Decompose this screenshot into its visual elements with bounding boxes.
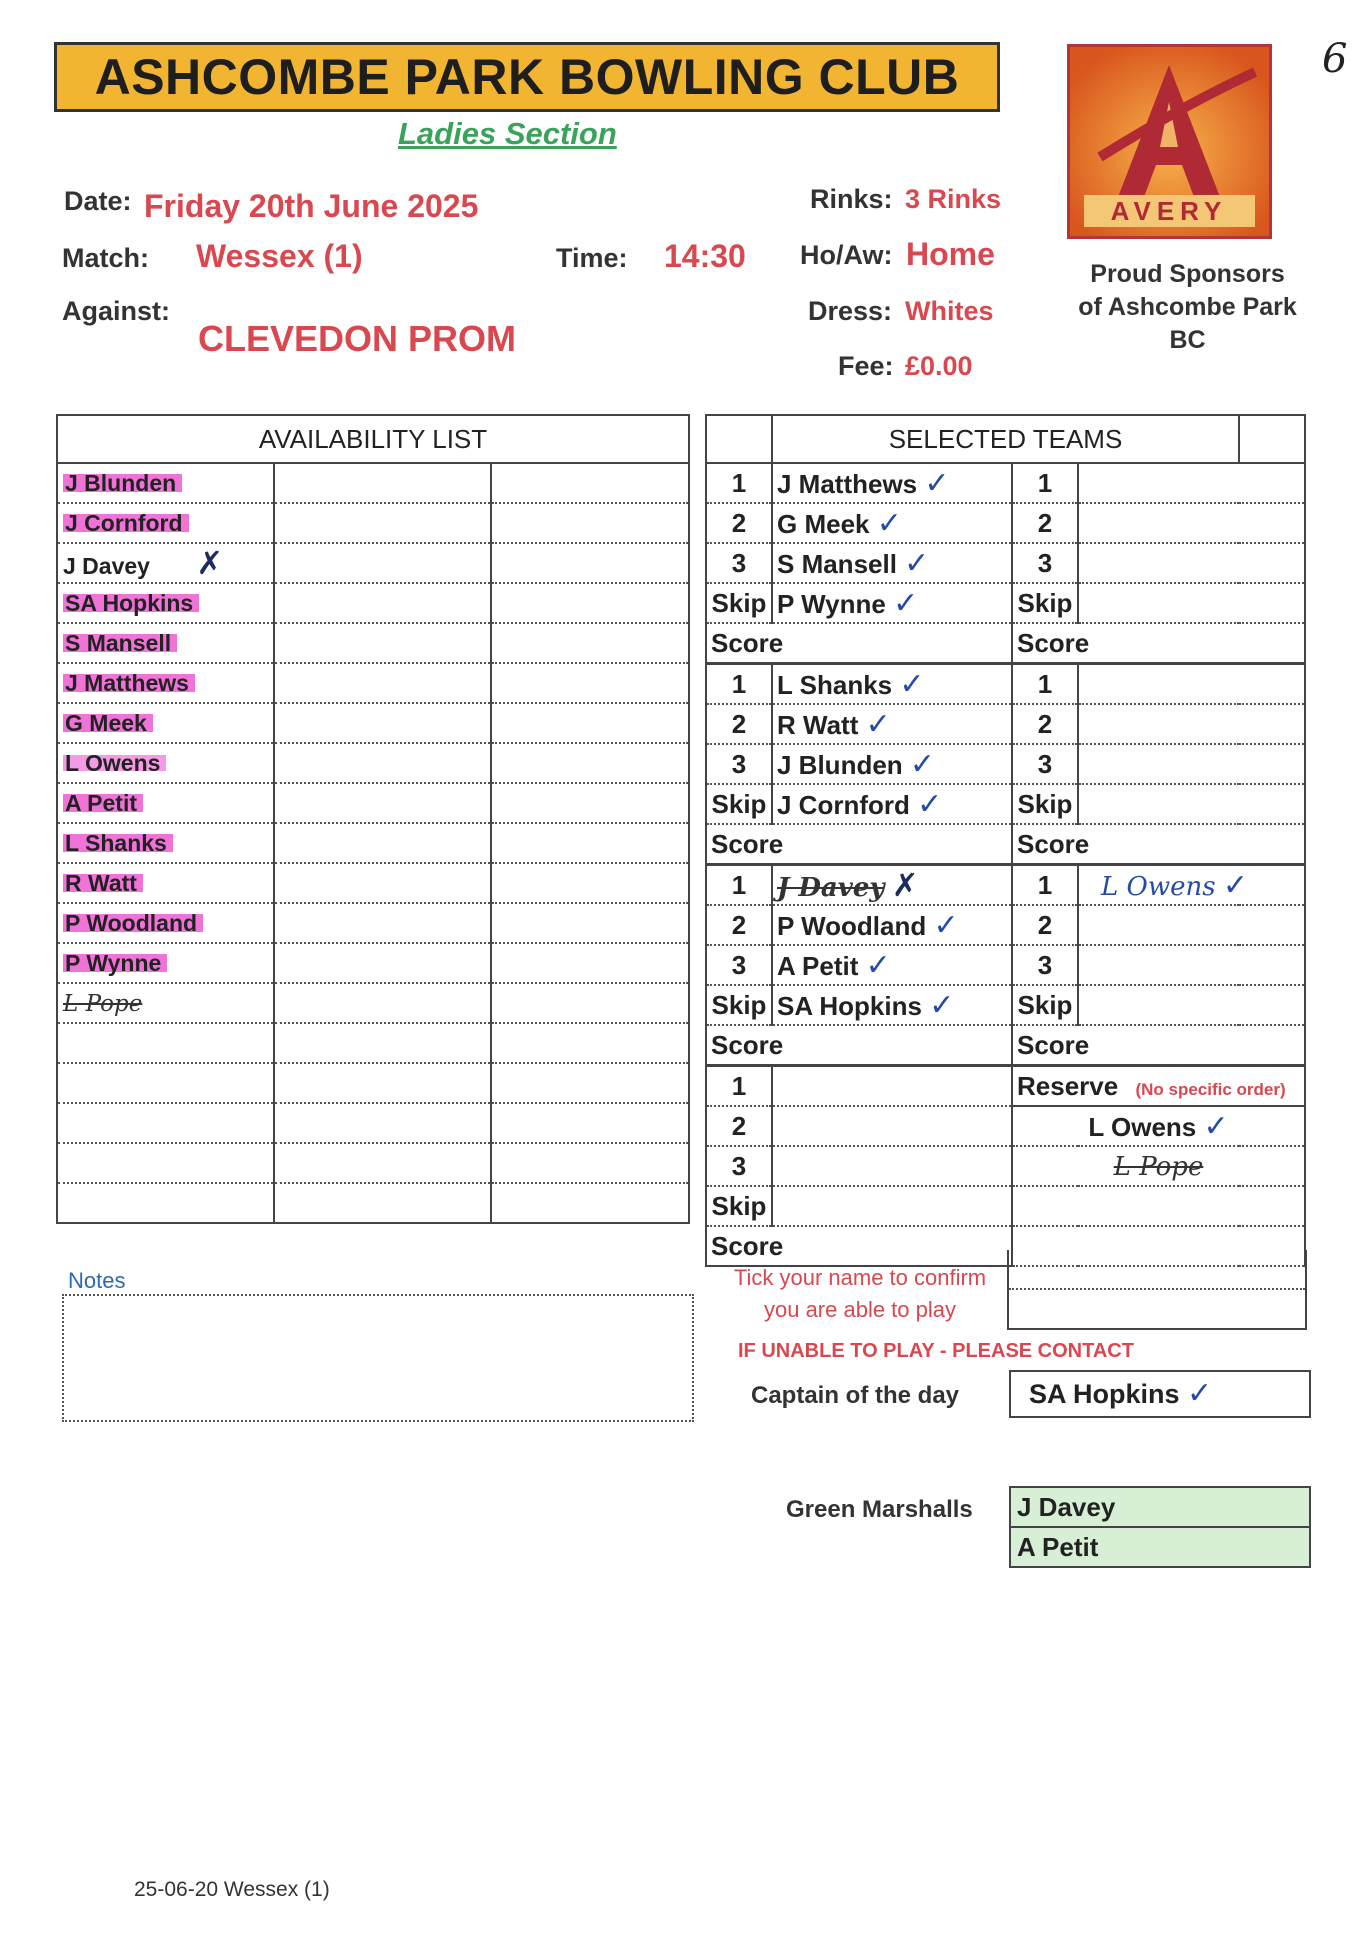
player-name: J Cornford	[777, 789, 910, 820]
player-name: G Meek	[777, 508, 870, 539]
hoaw-value: Home	[906, 236, 995, 272]
dress-value: Whites	[905, 296, 994, 326]
notes-label: Notes	[68, 1268, 126, 1293]
against-value: CLEVEDON PROM	[198, 318, 517, 359]
table-row: 2 L Owens ✓	[706, 1106, 1305, 1146]
reserve-label: Reserve	[1017, 1070, 1119, 1101]
tick-icon: ✓	[899, 666, 925, 702]
cross-mark-icon: ✗	[891, 866, 919, 904]
sponsor-line-3: BC	[1169, 326, 1206, 354]
table-row: 3 S Mansell ✓ 3	[706, 543, 1305, 583]
avail-name: G Meek	[63, 710, 153, 736]
table-row: Skip	[706, 1186, 1305, 1226]
player-name: J Matthews	[777, 468, 918, 499]
player-name: L Shanks	[777, 669, 893, 700]
table-row	[57, 743, 689, 783]
tick-icon: ✓	[876, 505, 902, 541]
table-row: 1 Reserve (No specific order)	[706, 1066, 1305, 1107]
substitute-name: L Owens	[1101, 871, 1216, 902]
cross-mark-icon: ✗	[196, 544, 224, 582]
logo-text: AVERY	[1110, 196, 1228, 226]
table-row: Score	[706, 1226, 1305, 1266]
table-row	[57, 903, 689, 943]
marshall-name: A Petit	[1011, 1526, 1309, 1566]
table-row: 3 A Petit ✓ 3	[706, 945, 1305, 985]
table-row: Score Score	[706, 623, 1305, 664]
player-name: P Woodland	[777, 910, 927, 941]
dress-label: Dress:	[808, 296, 893, 326]
table-row: 3 J Blunden ✓ 3	[706, 744, 1305, 784]
sponsor-line-2: of Ashcombe Park	[1078, 293, 1297, 321]
match-value: Wessex (1)	[196, 238, 363, 274]
tick-instruction-line-1: Tick your name to confirm	[733, 1265, 987, 1290]
selected-teams-header: SELECTED TEAMS	[772, 415, 1239, 463]
marshall-name: J Davey	[1011, 1488, 1309, 1526]
table-row: 2 R Watt ✓ 2	[706, 704, 1305, 744]
table-row: 2 P Woodland ✓ 2	[706, 905, 1305, 945]
date-value: Friday 20th June 2025	[144, 188, 479, 224]
reserve-note: (No specific order)	[1135, 1079, 1286, 1099]
avail-name: J Cornford	[63, 510, 189, 536]
table-row: Skip P Wynne ✓ Skip	[706, 583, 1305, 623]
tick-icon: ✓	[1222, 867, 1248, 903]
table-row	[57, 863, 689, 903]
table-row	[57, 1183, 689, 1223]
captain-name: SA Hopkins	[1029, 1379, 1180, 1409]
avail-name: P Woodland	[63, 910, 203, 936]
reserve-extension	[1007, 1250, 1307, 1330]
player-name: A Petit	[777, 950, 859, 981]
table-row	[57, 663, 689, 703]
availability-table	[56, 414, 690, 1224]
availability-header: AVAILABILITY LIST	[57, 415, 689, 463]
table-row	[57, 1023, 689, 1063]
sponsor-line-1: Proud Sponsors	[1090, 260, 1285, 288]
table-row	[57, 543, 689, 583]
tick-icon: ✓	[917, 786, 943, 822]
player-name: P Wynne	[777, 588, 886, 619]
table-row: 3 L Pope	[706, 1146, 1305, 1186]
table-row	[57, 983, 689, 1023]
captain-box	[1009, 1370, 1311, 1418]
table-row: 1 L Shanks ✓ 1	[706, 664, 1305, 705]
table-row: 2 G Meek ✓ 2	[706, 503, 1305, 543]
table-row	[57, 1063, 689, 1103]
green-marshalls-box	[1009, 1486, 1311, 1568]
avery-logo-mark	[1070, 47, 1269, 236]
player-name: SA Hopkins	[777, 990, 922, 1021]
avail-name: R Watt	[63, 870, 143, 896]
tick-icon: ✓	[909, 746, 936, 782]
tick-icon: ✓	[924, 465, 950, 501]
avery-logo	[1067, 44, 1272, 239]
table-row	[57, 623, 689, 663]
table-row	[57, 463, 689, 503]
table-row	[57, 1143, 689, 1183]
player-name: J Blunden	[777, 749, 903, 780]
captain-label: Captain of the day	[751, 1382, 960, 1409]
table-row	[57, 503, 689, 543]
table-row: Score Score	[706, 1025, 1305, 1066]
table-row: Score Score	[706, 824, 1305, 865]
match-label: Match:	[62, 243, 149, 273]
avail-name-struck: L Pope	[63, 990, 143, 1017]
tick-icon: ✓	[865, 947, 891, 983]
date-label: Date:	[64, 186, 132, 216]
hoaw-label: Ho/Aw:	[800, 240, 893, 270]
table-row: Skip J Cornford ✓ Skip	[706, 784, 1305, 824]
avail-name: A Petit	[63, 790, 143, 816]
tick-icon: ✓	[865, 706, 891, 742]
against-label: Against:	[62, 296, 170, 326]
avail-name: J Davey	[63, 553, 150, 579]
tick-icon: ✓	[893, 585, 919, 621]
selected-teams-table	[705, 414, 1306, 1267]
fee-value: £0.00	[905, 351, 973, 381]
avail-name: L Shanks	[63, 830, 173, 856]
club-title: ASHCOMBE PARK BOWLING CLUB	[54, 42, 1000, 112]
avail-name: L Owens	[63, 750, 166, 776]
rinks-label: Rinks:	[810, 184, 893, 214]
player-name: R Watt	[777, 709, 859, 740]
rinks-value: 3 Rinks	[905, 184, 1002, 214]
green-marshalls-label: Green Marshalls	[786, 1496, 973, 1523]
time-label: Time:	[556, 243, 628, 273]
avail-name: S Mansell	[63, 630, 177, 656]
contact-instruction: IF UNABLE TO PLAY - PLEASE CONTACT	[738, 1340, 1134, 1362]
tick-icon: ✓	[1187, 1376, 1213, 1411]
table-row	[57, 1103, 689, 1143]
table-row: 1 J Davey ✗ 1 L Owens ✓	[706, 865, 1305, 906]
player-name: S Mansell	[777, 548, 897, 579]
table-row	[57, 583, 689, 623]
reserve-name: L Owens	[1088, 1111, 1197, 1142]
avail-name: J Blunden	[63, 470, 182, 496]
avail-name: SA Hopkins	[63, 590, 199, 616]
page-mark: 6	[1322, 36, 1348, 82]
table-row	[57, 943, 689, 983]
tick-instruction	[700, 1262, 1020, 1326]
avail-name: J Matthews	[63, 670, 195, 696]
tick-icon: ✓	[929, 987, 955, 1023]
fee-label: Fee:	[838, 351, 894, 381]
player-name-struck: J Davey	[777, 873, 885, 903]
reserve-name-struck: L Pope	[1113, 1151, 1204, 1182]
avail-name: P Wynne	[63, 950, 167, 976]
tick-icon: ✓	[1203, 1108, 1229, 1144]
table-row: Skip SA Hopkins ✓ Skip	[706, 985, 1305, 1025]
tick-icon: ✓	[933, 907, 959, 943]
table-row: 1 J Matthews ✓ 1	[706, 463, 1305, 503]
time-value: 14:30	[664, 238, 746, 274]
sponsor-text	[1060, 258, 1315, 357]
table-row	[57, 703, 689, 743]
table-row	[57, 823, 689, 863]
table-row	[57, 783, 689, 823]
footer-reference: 25-06-20 Wessex (1)	[134, 1878, 330, 1901]
tick-instruction-line-2: you are able to play	[763, 1297, 957, 1322]
section-subtitle: Ladies Section	[398, 116, 617, 151]
tick-icon: ✓	[904, 545, 930, 581]
notes-box[interactable]	[62, 1294, 694, 1422]
